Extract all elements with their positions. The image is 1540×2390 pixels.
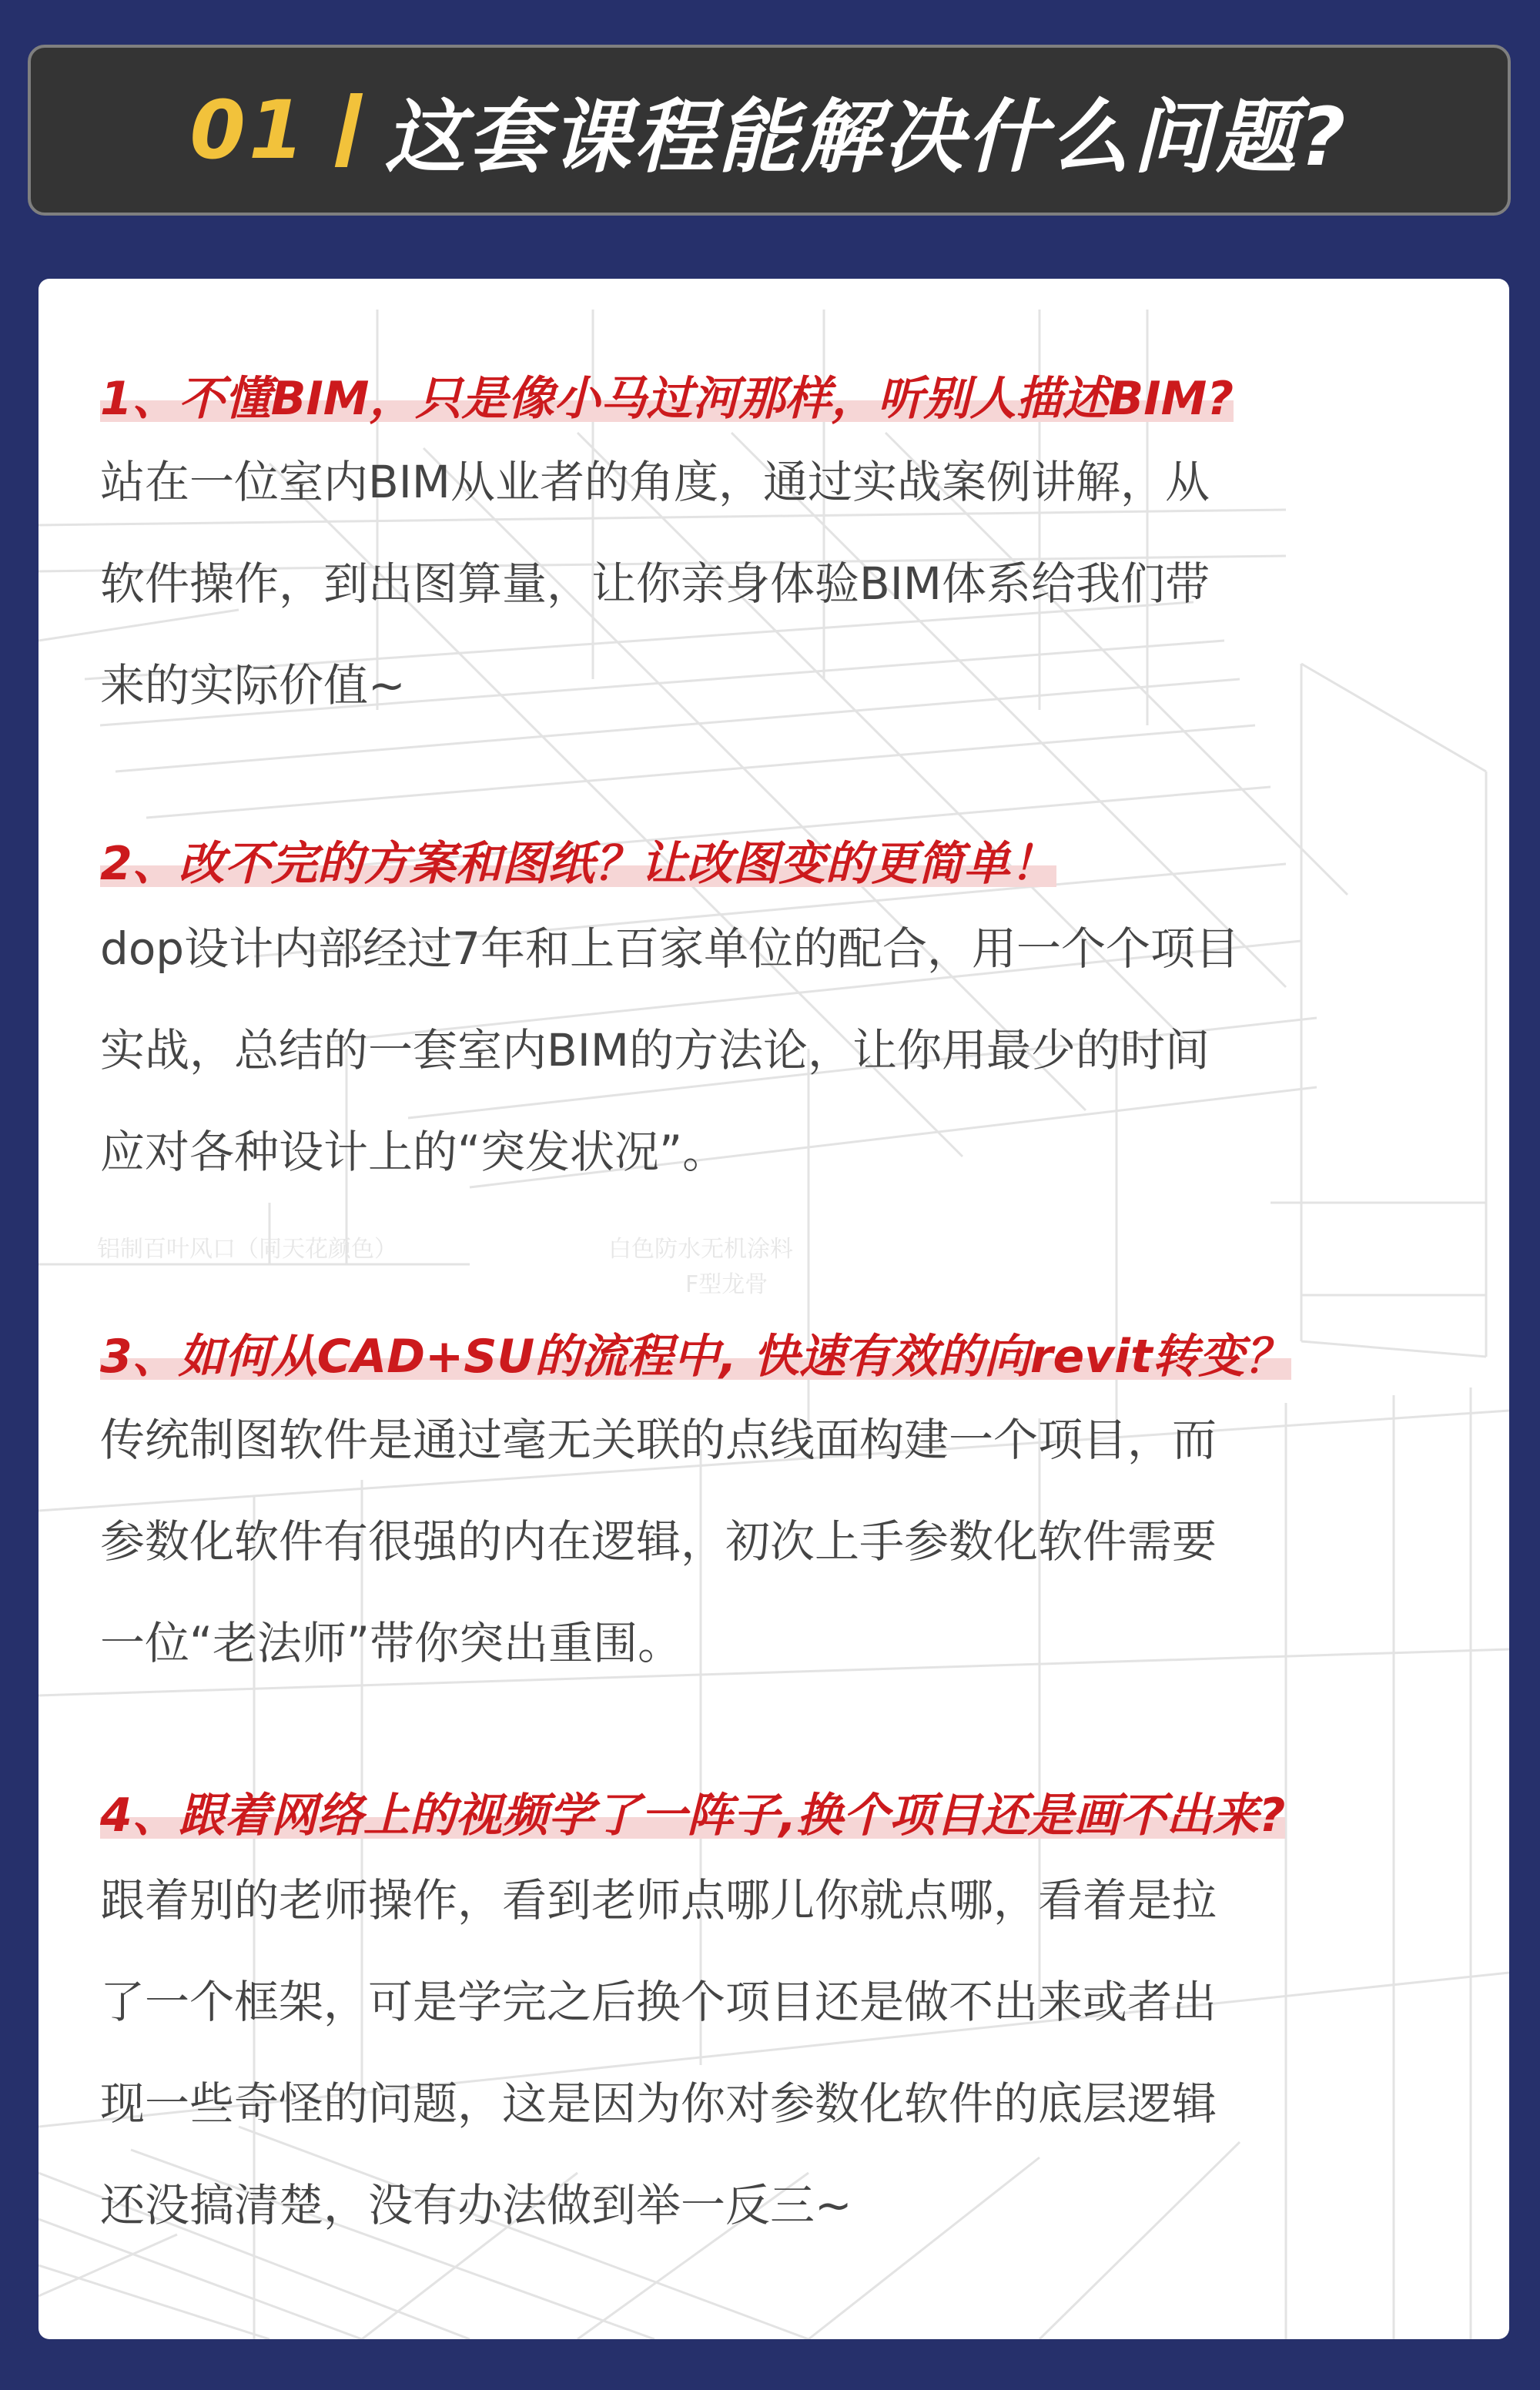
question-title-1: 1、不懂BIM，只是像小马过河那样，听别人描述BIM? bbox=[100, 372, 1234, 426]
question-body-2: dop设计内部经过7年和上百家单位的配合，用一个个项目 实战，总结的一套室内BIM的方法论，让你用最少的时间 应对各种设计上的“突发状况”。 bbox=[100, 922, 1240, 1178]
question-heading-3 bbox=[100, 1320, 1291, 1386]
title-heading bbox=[189, 72, 1348, 188]
drawing-label-coating: 白色防水无机涂料 bbox=[608, 1236, 793, 1263]
section-number: 01 bbox=[189, 83, 308, 177]
content-card bbox=[38, 279, 1509, 2339]
question-body-4: 跟着别的老师操作，看到老师点哪儿你就点哪，看着是拉 了一个框架，可是学完之后换个项目还是做不出来或者出 现一些奇怪的问题，这是因为你对参数化软件的底层逻辑 还没搞清楚，没有办法做到举一反三~ bbox=[100, 1874, 1217, 2231]
title-banner bbox=[28, 45, 1511, 216]
question-heading-1 bbox=[100, 362, 1234, 428]
question-heading-2 bbox=[100, 827, 1056, 893]
page-title: 这套课程能解决什么问题? bbox=[384, 90, 1349, 184]
drawing-label-vent: 铝制百叶风口（同天花颜色） bbox=[97, 1236, 397, 1263]
question-title-2: 2、改不完的方案和图纸？让改图变的更简单！ bbox=[100, 837, 1056, 891]
drawing-label-keel: F型龙骨 bbox=[685, 1271, 768, 1298]
question-body-3: 传统制图软件是通过毫无关联的点线面构建一个项目，而 参数化软件有很强的内在逻辑，初次上手参数化软件需要 一位“老法师”带你突出重围。 bbox=[100, 1414, 1217, 1669]
question-heading-4 bbox=[100, 1779, 1285, 1845]
question-title-3: 3、如何从CAD+SU的流程中, 快速有效的向revit转变？ bbox=[100, 1330, 1291, 1384]
question-title-4: 4、跟着网络上的视频学了一阵子,换个项目还是画不出来? bbox=[100, 1789, 1286, 1843]
question-body-1: 站在一位室内BIM从业者的角度，通过实战案例讲解，从 软件操作，到出图算量，让你亲身体验BIM体系给我们带 来的实际价值~ bbox=[100, 456, 1210, 711]
title-divider bbox=[335, 93, 363, 167]
